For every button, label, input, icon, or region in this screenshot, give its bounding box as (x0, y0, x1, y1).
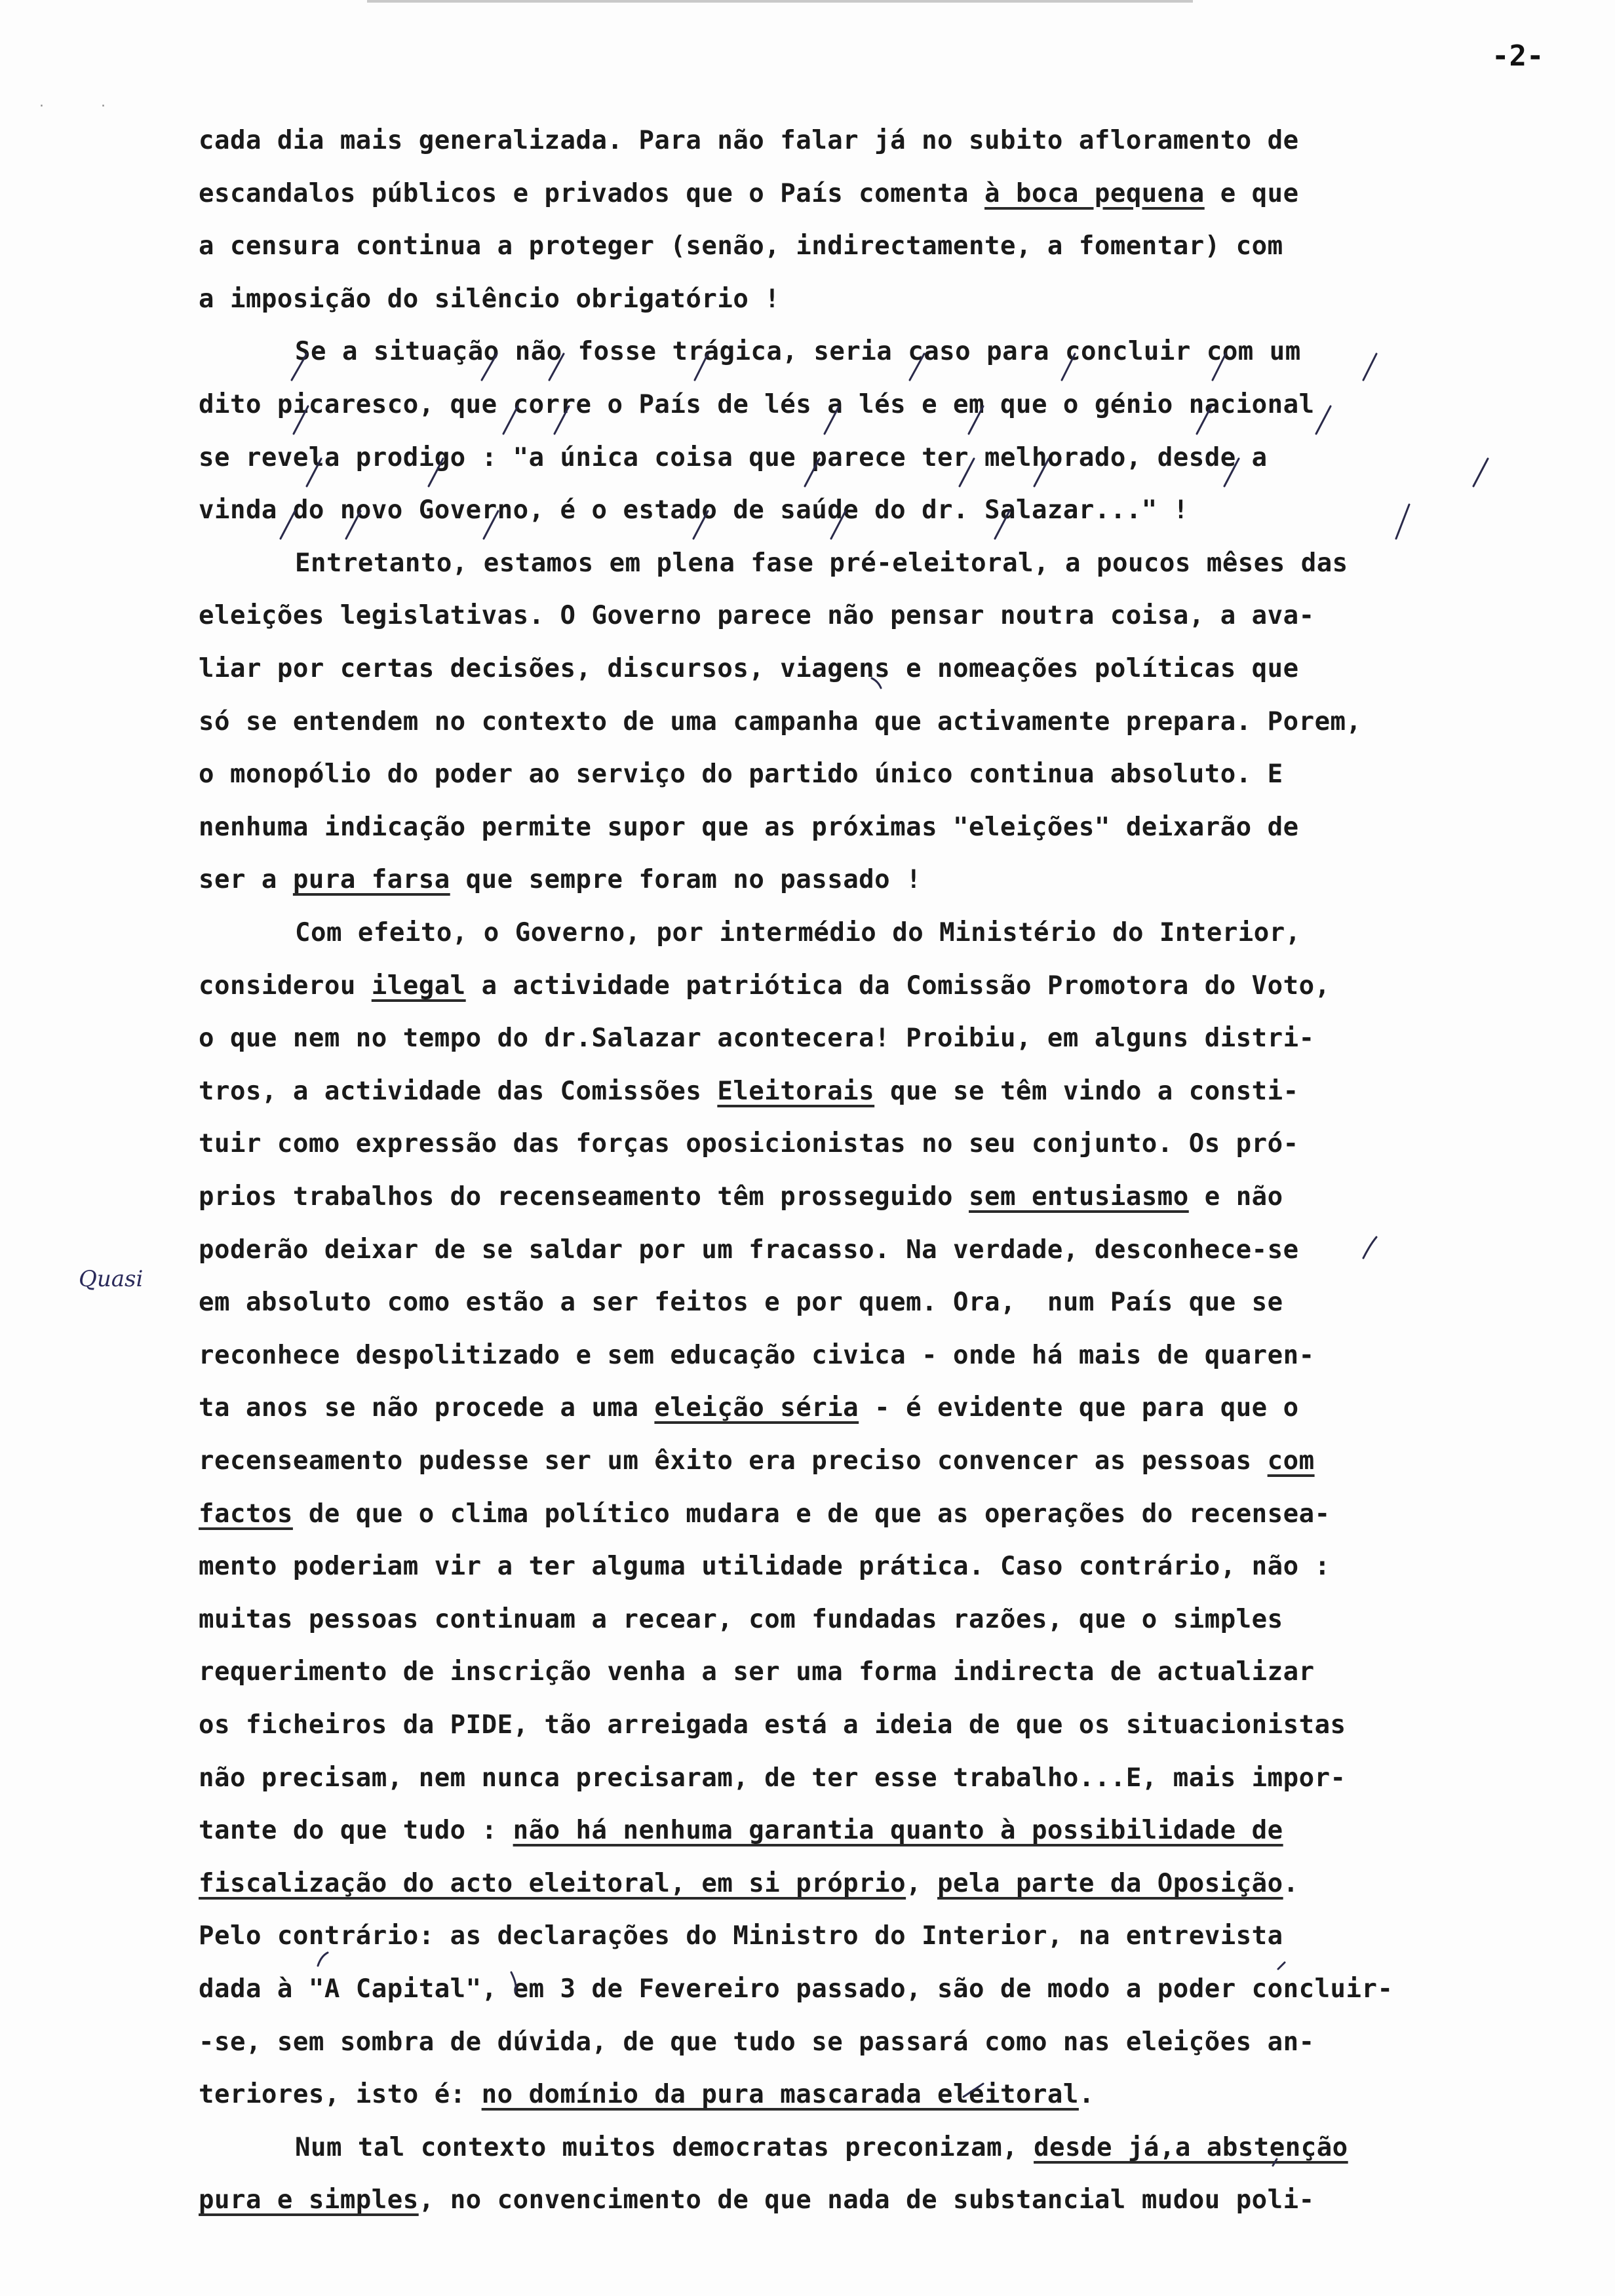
text-run: , no convencimento de que nada de substancial mudou poli- (418, 2185, 1315, 2215)
text-run: Com efeito, o Governo, por intermédio do Ministério do Interior, (295, 918, 1301, 947)
underlined-phrase: com (1267, 1446, 1315, 1476)
text-run: dada à "A Capital", em 3 de Fevereiro passado, são de modo a poder concluir- (199, 1974, 1393, 2004)
text-run: muitas pessoas continuam a recear, com fundadas razões, que o simples (199, 1604, 1283, 1634)
text-run: os ficheiros da PIDE, tão arreigada está a ideia de que os situacionistas (199, 1710, 1346, 1740)
text-run: escandalos públicos e privados que o País comenta (199, 178, 984, 208)
text-run: nenhuma indicação permite supor que as próximas "eleições" deixarão de (199, 812, 1299, 842)
text-run: eleições legislativas. O Governo parece não pensar noutra coisa, a ava- (199, 601, 1315, 631)
text-run: e não (1188, 1182, 1283, 1212)
text-run: . (1078, 2080, 1095, 2110)
text-run: considerou (199, 970, 372, 1001)
text-run: prios trabalhos do recenseamento têm prosseguido (199, 1182, 969, 1212)
underlined-phrase: no domínio da pura mascarada eleitoral (481, 2080, 1079, 2110)
text-run: o que nem no tempo do dr.Salazar acontecera! Proibiu, em alguns distri- (199, 1024, 1315, 1054)
text-run: tros, a actividade das Comissões (199, 1076, 718, 1106)
handwritten-margin-note: Quasi (79, 1266, 144, 1292)
text-run: . (1283, 1868, 1299, 1898)
underlined-phrase: desde já,a abstenção (1034, 2132, 1348, 2162)
underlined-phrase: pura farsa (292, 865, 450, 895)
text-run: só se entendem no contexto de uma campanha que activamente prepara. Porem, (199, 706, 1362, 737)
text-run: o monopólio do poder ao serviço do partido único continua absoluto. E (199, 759, 1283, 790)
text-run: de que o clima político mudara e de que as operações do recensea- (292, 1499, 1331, 1529)
text-run: Num tal contexto muitos democratas preconizam, (295, 2132, 1034, 2162)
underlined-phrase: sem entusiasmo (969, 1182, 1189, 1212)
text-run: liar por certas decisões, discursos, viagens e nomeações políticas que (199, 654, 1299, 683)
text-run: recenseamento pudesse ser um êxito era preciso convencer as pessoas (199, 1446, 1268, 1476)
text-run: Entretanto, estamos em plena fase pré-eleitoral, a poucos mêses das (295, 548, 1348, 578)
text-run: tante do que tudo : (199, 1816, 513, 1846)
text-run: teriores, isto é: (199, 2080, 482, 2110)
underlined-phrase: Eleitorais (717, 1076, 875, 1106)
underlined-phrase: pela parte da Oposição (937, 1868, 1283, 1898)
text-run: dito picaresco, que corre o País de lés a lés e em que o génio nacional (199, 390, 1315, 419)
text-run: mento poderiam vir a ter alguma utilidade prática. Caso contrário, não : (199, 1552, 1331, 1582)
text-run: poderão deixar de se saldar por um fracasso. Na verdade, desconhece-se (199, 1234, 1299, 1265)
underlined-phrase: factos (199, 1499, 293, 1529)
text-run: e que (1204, 178, 1299, 208)
text-run: - é evidente que para que o (859, 1393, 1299, 1423)
text-run: , (906, 1868, 938, 1898)
underlined-phrase: pura e simples (199, 2185, 419, 2215)
text-run: Se a situação não fosse trágica, seria caso para concluir com um (295, 337, 1301, 367)
text-run: ta anos se não procede a uma (199, 1393, 655, 1423)
text-run: reconhece despolitizado e sem educação civica - onde há mais de quaren- (199, 1340, 1315, 1370)
text-run: tuir como expressão das forças oposicionistas no seu conjunto. Os pró- (199, 1129, 1299, 1159)
text-run: que se têm vindo a consti- (874, 1076, 1299, 1106)
text-run: que sempre foram no passado ! (450, 865, 922, 895)
underlined-phrase: ilegal (371, 970, 466, 1001)
text-run: vinda do novo Governo, é o estado de saúde do dr. Salazar..." ! (199, 495, 1189, 526)
text-run: em absoluto como estão a ser feitos e por quem. Ora, num País que se (199, 1288, 1283, 1318)
text-run: -se, sem sombra de dúvida, de que tudo se passará como nas eleições an- (199, 2027, 1315, 2057)
text-run: requerimento de inscrição venha a ser uma forma indirecta de actualizar (199, 1657, 1315, 1687)
underlined-phrase: fiscalização do acto eleitoral, em si próprio (199, 1868, 906, 1898)
underlined-phrase: não há nenhuma garantia quanto à possibilidade de (513, 1816, 1283, 1846)
text-run: cada dia mais generalizada. Para não falar já no subito afloramento de (199, 126, 1299, 155)
text-run: não precisam, nem nunca precisaram, de ter esse trabalho...E, mais impor- (199, 1763, 1346, 1793)
text-run: se revela prodigo : "a única coisa que parece ter melhorado, desde a (199, 442, 1268, 472)
underlined-phrase: à boca pequena (984, 178, 1205, 208)
text-run: Pelo contrário: as declarações do Ministro do Interior, na entrevista (199, 1921, 1283, 1951)
scan-specks: · · (39, 98, 132, 115)
page-number: -2- (1492, 39, 1544, 73)
text-run: a censura continua a proteger (senão, indirectamente, a fomentar) com (199, 231, 1283, 261)
text-run: a actividade patriótica da Comissão Promotora do Voto, (465, 970, 1331, 1001)
underlined-phrase: eleição séria (654, 1393, 859, 1423)
text-run: a imposição do silêncio obrigatório ! (199, 284, 781, 314)
text-run: ser a (199, 865, 293, 895)
